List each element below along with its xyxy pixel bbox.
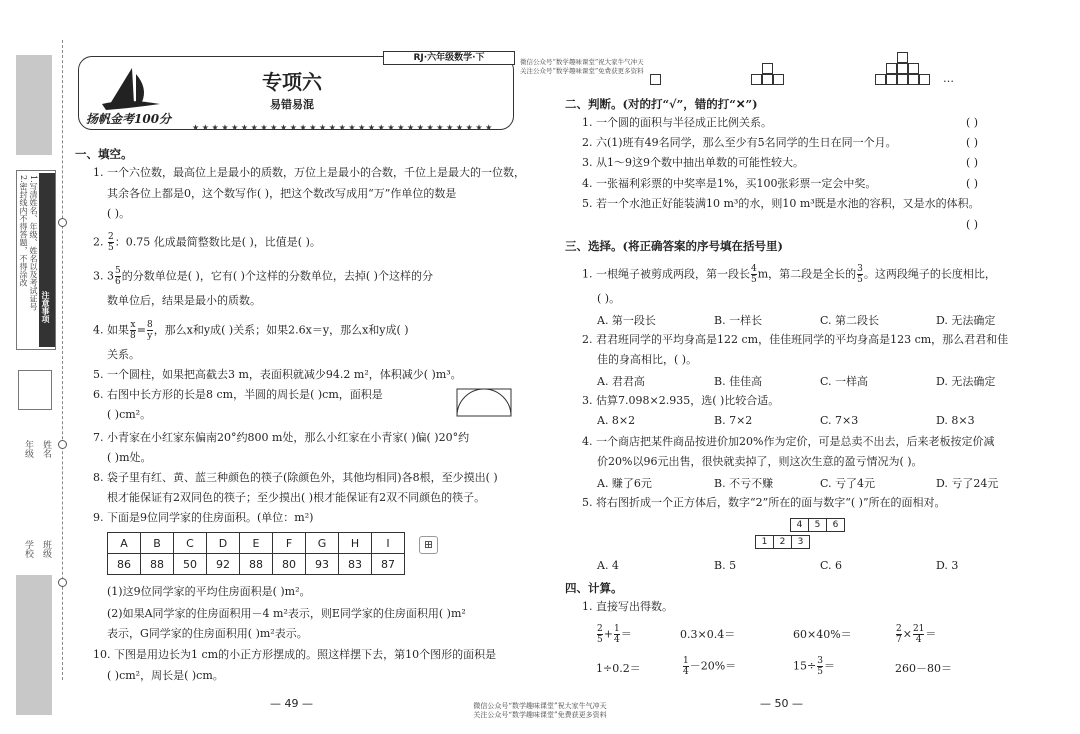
- choice-option[interactable]: B. 佳佳高: [714, 375, 763, 388]
- q6-line-2: ( )cm²。: [107, 408, 152, 421]
- pattern-square: [897, 74, 908, 85]
- class-label: 班级: [41, 540, 51, 558]
- c5: 5. 将右图折成一个正方体后，数字“2”所在的面与数字“( )”所在的面相对。: [582, 496, 946, 509]
- c2-line-2: 佳的身高相比，( )。: [597, 353, 698, 366]
- true-false-item: 4. 一张福利彩票的中奖率是1%，买100张彩票一定会中奖。: [582, 177, 877, 190]
- c1-line-1: [582, 264, 996, 285]
- choice-option[interactable]: B. 5: [714, 559, 737, 572]
- choice-option[interactable]: D. 亏了24元: [936, 477, 999, 490]
- page-subtitle: 易错易混: [270, 98, 314, 111]
- q3-line-2: 数单位后，结果是最小的质数。: [107, 294, 261, 307]
- q3-text: 的分数单位是( )，它有( )个这样的分数单位，去掉( )个这样的分: [121, 269, 433, 283]
- sidebar-gray-block-top: [16, 55, 52, 155]
- calc-item-3: 60×40%＝: [793, 628, 852, 641]
- q9-part-2-line-1: (2)如果A同学家的住房面积用－4 m²表示，则E同学家的住房面积用( )m²: [107, 607, 466, 620]
- pattern-square: [773, 74, 784, 85]
- choice-option[interactable]: A. 第一段长: [597, 314, 656, 327]
- page-title: 专项六: [262, 70, 322, 94]
- binding-hole: [58, 218, 67, 227]
- table-row: [108, 554, 405, 575]
- table-cell: 88: [240, 554, 273, 575]
- denominator: 8: [130, 331, 136, 341]
- c4-line-1: 4. 一个商店把某件商品按进价加20%作为定价，可是总卖不出去，后来老板按定价减: [582, 435, 995, 448]
- fraction: $\frac{1}{4}$: [613, 624, 620, 645]
- net-cell: 3: [791, 535, 810, 549]
- footer-ad-line-2: 关注公众号“数学趣味课堂”免费获更多资料: [473, 711, 607, 719]
- q2: [93, 232, 321, 253]
- numerator: 2: [108, 232, 114, 242]
- numerator: x: [130, 320, 136, 330]
- notice-line-1: 1.写清姓名、年级、姓名以及考试证号: [29, 175, 38, 311]
- grade-tag: RJ·六年级数学·下: [383, 51, 515, 65]
- binding-hole: [58, 440, 67, 449]
- header-ad-line-1: 微信公众号“数学趣味课堂”祝大家牛气冲天: [520, 58, 644, 66]
- q6-line-1: 6. 右图中长方形的长是8 cm，半圆的周长是( )cm，面积是: [93, 388, 383, 401]
- housing-area-table: [107, 532, 405, 575]
- calc-item-8: 260－80＝: [895, 662, 952, 675]
- q8-line-2: 根才能保证有2双同色的筷子；至少摸出( )根才能保证有2双不同颜色的筷子。: [107, 491, 486, 504]
- table-cell: 87: [372, 554, 405, 575]
- numerator: 4: [751, 264, 757, 274]
- fraction: [751, 264, 757, 285]
- table-cell: 86: [108, 554, 141, 575]
- c1-line-2: ( )。: [597, 292, 621, 305]
- grade-label: 年级: [23, 440, 33, 458]
- sailboat-logo-icon: [96, 64, 166, 112]
- q9-part-2-line-2: 表示，G同学家的住房面积用( )m²表示。: [107, 627, 308, 640]
- fraction: [108, 232, 114, 253]
- q8-line-1: 8. 袋子里有红、黄、蓝三种颜色的筷子(除颜色外，其他均相同)各8根，至少摸出( ): [93, 471, 498, 484]
- answer-parentheses[interactable]: ( ): [966, 116, 979, 129]
- choice-option[interactable]: C. 7×3: [820, 414, 859, 427]
- table-header-cell: E: [240, 533, 273, 554]
- table-header-cell: D: [207, 533, 240, 554]
- section-true-false: 二、判断。(对的打“√”，错的打“✕”): [565, 97, 758, 111]
- section-multiple-choice: 三、选择。(将正确答案的序号填在括号里): [565, 239, 783, 253]
- numerator: 8: [146, 320, 153, 330]
- q1-line-1: 1. 一个六位数，最高位上是最小的质数，万位上是最小的合数，千位上是最大的一位数，: [93, 166, 525, 179]
- calc-text: －20%＝: [689, 659, 737, 673]
- answer-parentheses[interactable]: ( ): [966, 218, 979, 231]
- table-header-cell: H: [339, 533, 372, 554]
- fraction: $\frac{2}{5}$: [597, 624, 603, 645]
- q1-line-2: 其余各位上都是0，这个数写作( )，把这个数改写成用“万”作单位的数是: [107, 187, 457, 200]
- q10-line-1: 10. 下图是用边长为1 cm的小正方形摆成的。照这样摆下去，第10个图形的面积是: [93, 648, 497, 661]
- calc-text: 15÷: [793, 659, 817, 673]
- table-cell: 92: [207, 554, 240, 575]
- sidebar-gray-block-bottom: [16, 575, 52, 715]
- q2-number: 2.: [93, 235, 104, 249]
- choice-option[interactable]: B. 一样长: [714, 314, 763, 327]
- net-cell: 1: [755, 535, 774, 549]
- choice-option[interactable]: A. 君君高: [597, 375, 645, 388]
- decorative-star-divider: ★★★★★★★★★★★★★★★★★★★★★★★★★★★★★★★: [192, 123, 495, 132]
- calc-item-7: 15÷ $\frac{3}{5}$ ＝: [793, 656, 835, 677]
- table-cell: 83: [339, 554, 372, 575]
- choice-option[interactable]: C. 亏了4元: [820, 477, 876, 490]
- q7-line-2: ( )m处。: [107, 451, 152, 464]
- denominator: y: [147, 331, 153, 341]
- c1-text: m，第二段是全长的: [757, 267, 857, 281]
- net-cell: 5: [808, 518, 827, 532]
- q7-line-1: 7. 小青家在小红家东偏南20°约800 m处，那么小红家在小青家( )偏( )20°约: [93, 431, 470, 444]
- q3-number: 3. 3: [93, 269, 114, 283]
- calc-item-6: [682, 656, 736, 677]
- table-header-cell: C: [174, 533, 207, 554]
- table-cell: 80: [273, 554, 306, 575]
- pattern-square: [751, 74, 762, 85]
- q2-text: ：0.75 化成最简整数比是( )，比值是( )。: [114, 235, 321, 249]
- pattern-square: [897, 63, 908, 74]
- denominator: 5: [857, 275, 863, 285]
- pattern-square: [897, 52, 908, 63]
- times-sign: ×: [902, 627, 912, 641]
- pattern-square: [886, 63, 897, 74]
- table-cell: 88: [141, 554, 174, 575]
- net-cell: 4: [790, 518, 809, 532]
- pattern-square: [650, 74, 661, 85]
- table-cell: 93: [306, 554, 339, 575]
- choice-option[interactable]: D. 8×3: [936, 414, 975, 427]
- calc-instruction: 1. 直接写出得数。: [582, 600, 673, 613]
- calc-item-5: 1÷0.2＝: [596, 662, 641, 675]
- table-cell: 50: [174, 554, 207, 575]
- section-fill-blanks: 一、填空。: [75, 147, 133, 161]
- fraction: $\frac{3}{5}$: [817, 656, 823, 677]
- fraction: [857, 264, 863, 285]
- pattern-ellipsis: …: [943, 72, 954, 85]
- choice-option[interactable]: C. 一样高: [820, 375, 869, 388]
- header-ad: [520, 58, 644, 76]
- table-header-cell: I: [372, 533, 405, 554]
- footer-ad-line-1: 微信公众号“数学趣味课堂”祝大家牛气冲天: [473, 702, 607, 710]
- calc-item-2: 0.3×0.4＝: [680, 628, 736, 641]
- page-number-right: — 50 —: [760, 697, 803, 710]
- q3: [93, 266, 433, 287]
- choice-option[interactable]: C. 6: [820, 559, 843, 572]
- pattern-square: [762, 74, 773, 85]
- q5: 5. 一个圆柱，如果把高截去3 m，表面积就减少94.2 m²，体积减少( )m³。: [93, 368, 462, 381]
- name-label: 姓名: [41, 440, 51, 458]
- choice-option[interactable]: A. 8×2: [597, 414, 636, 427]
- q4: [93, 320, 409, 341]
- pattern-square: [762, 63, 773, 74]
- fraction: $\frac{1}{4}$: [683, 656, 689, 677]
- semicircle-rectangle-figure: [456, 385, 512, 417]
- footer-ad: [440, 702, 640, 720]
- answer-parentheses[interactable]: ( ): [966, 156, 979, 169]
- q9: 9. 下面是9位同学家的住房面积。(单位：m²): [93, 511, 314, 524]
- numerator: 3: [857, 264, 863, 274]
- binding-sidebar: [0, 0, 57, 734]
- grade-name-box: [18, 370, 52, 410]
- pattern-square: [875, 74, 886, 85]
- q10-line-2: ( )cm²，周长是( )cm。: [107, 669, 224, 682]
- fraction: $\frac{2}{7}$: [896, 624, 902, 645]
- section-calculation: 四、计算。: [565, 581, 623, 595]
- choice-option[interactable]: B. 7×2: [714, 414, 753, 427]
- equals-sign: =: [136, 323, 146, 337]
- true-false-item: 2. 六(1)班有49名同学，那么至少有5名同学的生日在同一个月。: [582, 136, 897, 149]
- calc-item-1: $\frac{2}{5}$ + $\frac{1}{4}$ ＝: [597, 624, 632, 645]
- true-false-item: 1. 一个圆的面积与半径成正比例关系。: [582, 116, 772, 129]
- choice-option[interactable]: C. 第二段长: [820, 314, 880, 327]
- pattern-square: [886, 74, 897, 85]
- notice-line-2: 2.密封线内不得答题，不得涂改: [19, 175, 28, 287]
- notice-title: 注意事项: [41, 291, 51, 323]
- denominator: 5: [108, 243, 114, 253]
- choice-option[interactable]: B. 不亏不赚: [714, 477, 774, 490]
- q4-number: 4. 如果: [93, 323, 129, 337]
- table-header-cell: A: [108, 533, 141, 554]
- c2-line-1: 2. 君君班同学的平均身高是122 cm，佳佳班同学的平均身高是123 cm，那么君君和佳: [582, 333, 1009, 346]
- denominator: 6: [115, 277, 121, 287]
- true-false-item: 5. 若一个水池正好能装满10 m³的水，则10 m³既是水池的容积，又是水的体积。: [582, 197, 980, 210]
- fraction: [130, 320, 136, 341]
- choice-option[interactable]: D. 无法确定: [936, 375, 996, 388]
- table-header-cell: F: [273, 533, 306, 554]
- q1-line-3: ( )。: [107, 207, 131, 220]
- true-false-item: 3. 从1～9这9个数中抽出单数的可能性较大。: [582, 156, 804, 169]
- page-number-left: — 49 —: [270, 697, 313, 710]
- c4-line-2: 价20%以96元出售，很快就卖掉了，则这次生意的盈亏情况为( )。: [597, 455, 923, 468]
- calc-item-4: $\frac{2}{7}$ × $\frac{21}{4}$ ＝: [896, 624, 937, 645]
- fraction: [147, 320, 153, 341]
- answer-parentheses[interactable]: ( ): [966, 136, 979, 149]
- choice-option[interactable]: A. 赚了6元: [597, 477, 652, 490]
- fraction: $\frac{21}{4}$: [912, 624, 925, 645]
- denominator: 5: [751, 275, 757, 285]
- c1-text: 1. 一根绳子被剪成两段，第一段长: [582, 267, 750, 281]
- net-cell: 6: [826, 518, 845, 532]
- binding-hole: [58, 578, 67, 587]
- q4-text: ，那么x和y成( )关系；如果2.6x＝y，那么x和y成( ): [153, 323, 409, 337]
- table-icon[interactable]: ⊞: [419, 536, 438, 554]
- brand-logo-text: 扬帆金考100分: [86, 112, 172, 126]
- notice-box: [16, 170, 56, 350]
- numerator: 5: [115, 266, 121, 276]
- choice-option[interactable]: A. 4: [597, 559, 619, 572]
- fraction: [115, 266, 121, 287]
- c3: 3. 估算7.098×2.935，选( )比较合适。: [582, 394, 780, 407]
- answer-parentheses[interactable]: ( ): [966, 177, 979, 190]
- table-header-row: [108, 533, 405, 554]
- q4-line-2: 关系。: [107, 348, 140, 361]
- pattern-square: [908, 63, 919, 74]
- q9-part-1: (1)这9位同学家的平均住房面积是( )m²。: [107, 585, 311, 598]
- header-ad-line-2: 关注公众号“数学趣味课堂”免费获更多资料: [520, 67, 644, 75]
- choice-option[interactable]: D. 无法确定: [936, 314, 996, 327]
- plus-sign: +: [603, 627, 613, 641]
- table-header-cell: B: [141, 533, 174, 554]
- table-header-cell: G: [306, 533, 339, 554]
- school-label: 学校: [23, 540, 33, 558]
- c1-text: 。这两段绳子的长度相比，: [863, 267, 996, 281]
- pattern-square: [908, 74, 919, 85]
- choice-option[interactable]: D. 3: [936, 559, 959, 572]
- pattern-square: [919, 74, 930, 85]
- net-cell: 2: [773, 535, 792, 549]
